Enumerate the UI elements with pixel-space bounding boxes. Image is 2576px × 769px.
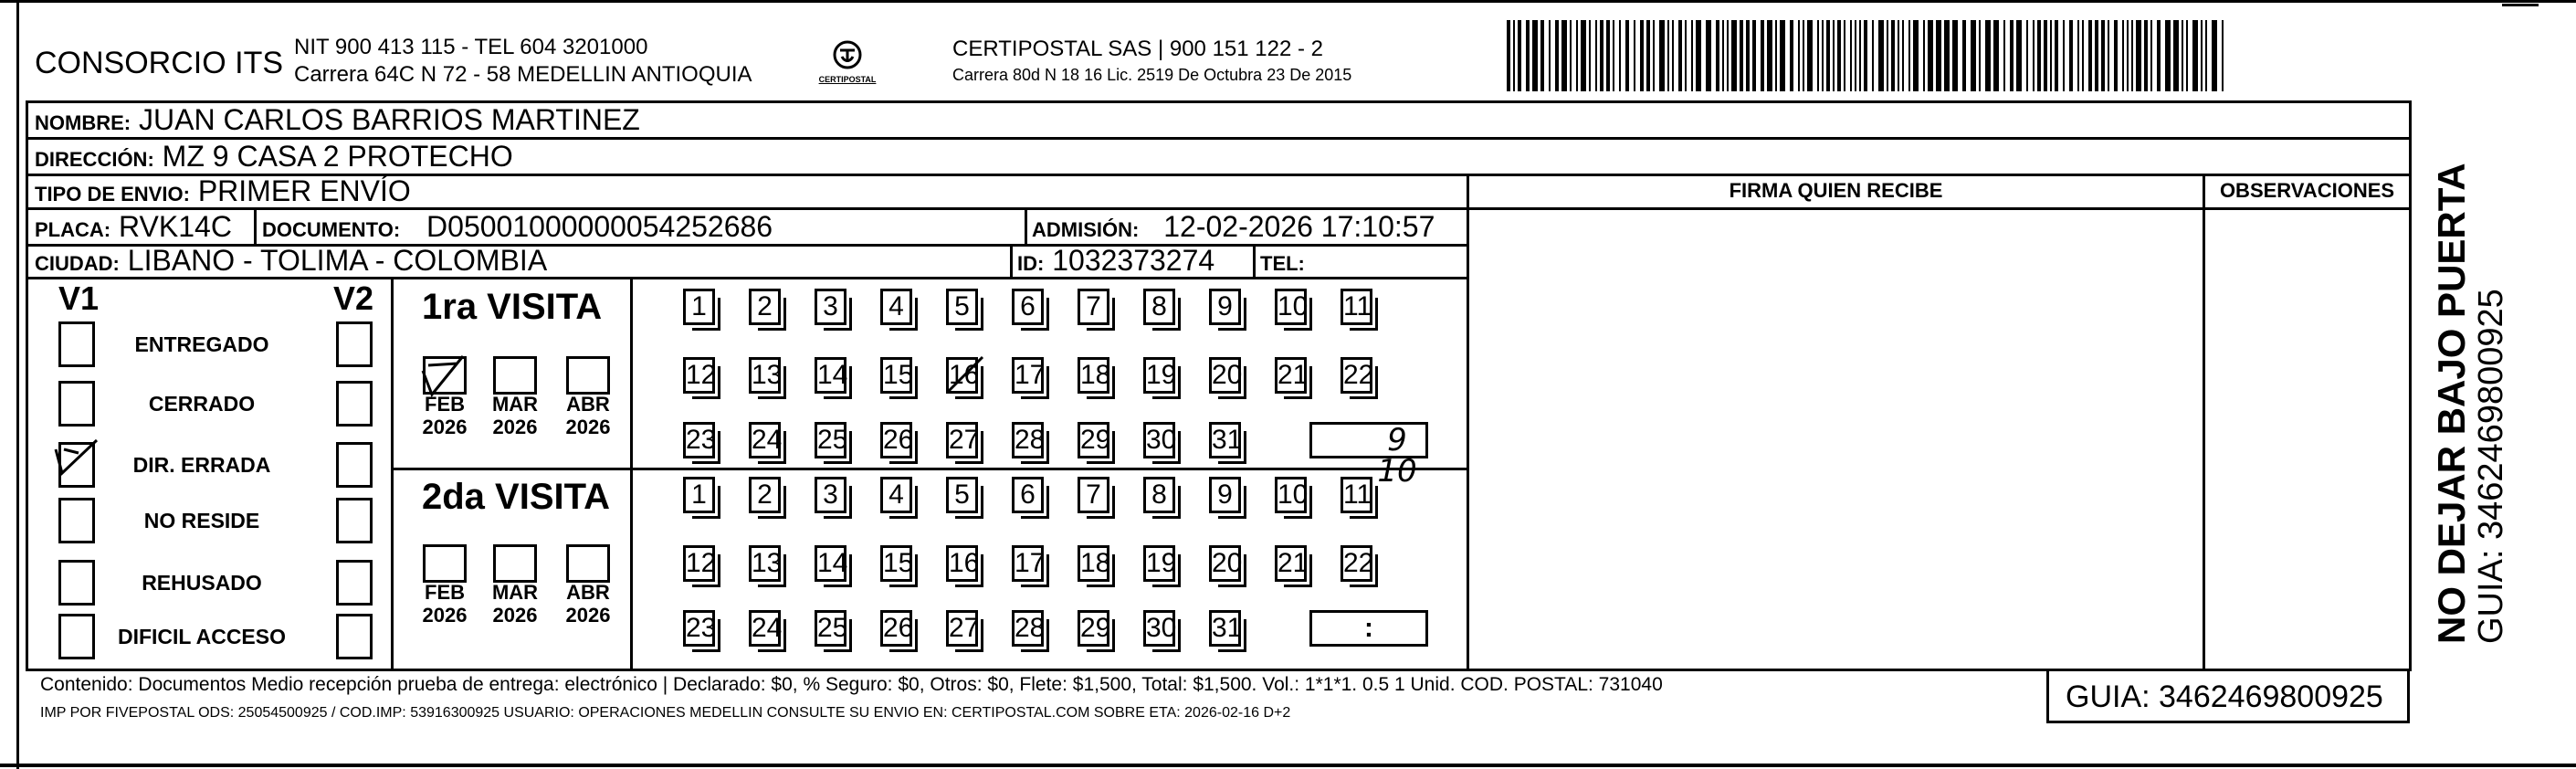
barcode-bar — [2186, 20, 2188, 91]
month-name: MAR — [491, 393, 539, 416]
barcode-bar — [1985, 20, 1991, 91]
barcode-bar — [1993, 20, 1999, 91]
barcode-bar — [2192, 20, 2198, 91]
barcode-bar — [1864, 20, 1867, 91]
day-box[interactable]: 15 — [880, 545, 912, 582]
documento-value: D05001000000054252686 — [426, 210, 773, 243]
barcode-bar — [2088, 20, 2092, 91]
day-box[interactable]: 22 — [1341, 357, 1372, 394]
day-box[interactable]: 11 — [1341, 477, 1372, 513]
day-box[interactable]: 16 — [946, 357, 978, 394]
status-label: DIR. ERRADA — [132, 453, 271, 477]
footer-contenido: Contenido: Documentos Medio recepción prueba de entrega: electrónico | Declarado: $0, % Seguro: $0, Otros: $0, Flete: $1,500, Total: $1,500. Vol.: 1*1*1. 0.5 1 Unid. COD. POSTAL: 731040 — [40, 674, 1663, 695]
month-year: 2026 — [492, 604, 538, 627]
month-checkbox[interactable] — [493, 356, 537, 395]
day-box[interactable]: 9 — [1209, 289, 1241, 325]
month-checkbox[interactable] — [493, 544, 537, 583]
barcode-bar — [1944, 20, 1950, 91]
day-box[interactable]: 28 — [1012, 422, 1044, 458]
footer-imp: IMP POR FIVEPOSTAL ODS: 25054500925 / COD.IMP: 53916300925 USUARIO: OPERACIONES MEDELLIN CONSULTE SU ENVIO EN: CERTIPOSTAL.COM SOBRE ETA: 2026-02-16 D+2 — [40, 705, 1291, 721]
day-box[interactable]: 2 — [749, 289, 781, 325]
barcode-bar — [2127, 20, 2129, 91]
v2-header: V2 — [333, 279, 374, 317]
month-name: ABR — [566, 581, 610, 604]
handwritten-check-mark — [419, 347, 474, 402]
barcode-bar — [1667, 20, 1669, 91]
v1-checkbox[interactable] — [58, 381, 95, 427]
barcode-bar — [1722, 20, 1724, 91]
barcode-bar — [1634, 20, 1635, 91]
day-box[interactable]: 18 — [1078, 357, 1109, 394]
barcode-bar — [1775, 20, 1777, 91]
barcode-bar — [2010, 20, 2013, 91]
month-name: ABR — [566, 393, 610, 416]
day-box[interactable]: 26 — [880, 422, 912, 458]
day-box[interactable]: 8 — [1143, 289, 1175, 325]
barcode-bar — [1646, 20, 1650, 91]
day-box[interactable]: 14 — [815, 357, 846, 394]
barcode-bar — [1979, 20, 1981, 91]
documento-row — [262, 209, 773, 248]
v2-checkbox[interactable] — [336, 321, 373, 367]
day-box[interactable]: 15 — [880, 357, 912, 394]
month-year: 2026 — [565, 416, 611, 438]
day-box[interactable]: 29 — [1078, 422, 1109, 458]
day-box[interactable]: 12 — [683, 357, 715, 394]
time-separator: : — [1364, 613, 1373, 643]
nombre-row — [35, 102, 640, 141]
barcode-bar — [1898, 20, 1899, 91]
ciudad-label: CIUDAD: — [35, 252, 120, 275]
barcode-bar — [2033, 20, 2035, 91]
direccion-label: DIRECCIÓN: — [35, 148, 154, 171]
barcode-bar — [1767, 20, 1772, 91]
barcode-bar — [2063, 20, 2065, 91]
day-box[interactable]: 30 — [1143, 422, 1175, 458]
day-box[interactable]: 23 — [683, 422, 715, 458]
day-box[interactable]: 23 — [683, 610, 715, 647]
barcode-bar — [2144, 20, 2148, 91]
day-box[interactable]: 29 — [1078, 610, 1109, 647]
barcode-bar — [1780, 20, 1785, 91]
status-label: DIFICIL ACCESO — [117, 625, 286, 648]
barcode-bar — [1844, 20, 1845, 91]
day-box[interactable]: 1 — [683, 477, 715, 513]
barcode-bar — [1923, 20, 1925, 91]
direccion-row — [35, 139, 513, 177]
barcode-bar — [2055, 20, 2058, 91]
barcode-bar — [1913, 20, 1919, 91]
barcode-bar — [1855, 20, 1856, 91]
id-label: ID: — [1017, 252, 1045, 275]
barcode-bar — [1513, 20, 1515, 91]
tipo-row — [35, 174, 411, 212]
day-box[interactable]: 13 — [749, 545, 781, 582]
barcode-bar — [1850, 20, 1852, 91]
month-year: 2026 — [422, 604, 468, 627]
time-box[interactable] — [1309, 422, 1428, 490]
barcode-bar — [1928, 20, 1933, 91]
month-label — [561, 581, 615, 627]
month-label — [488, 393, 542, 438]
tipo-label: TIPO DE ENVIO: — [35, 183, 190, 205]
status-label: CERRADO — [148, 392, 256, 416]
day-box[interactable]: 25 — [815, 422, 846, 458]
barcode-bar — [1625, 20, 1629, 91]
month-checkbox[interactable] — [566, 356, 610, 395]
handwritten-time: 9 10 — [1377, 422, 1417, 490]
barcode-bar — [2003, 20, 2005, 91]
barcode-bar — [1833, 20, 1835, 91]
barcode-bar — [2205, 20, 2207, 91]
month-checkbox[interactable] — [566, 544, 610, 583]
barcode-bar — [1936, 20, 1941, 91]
barcode-bar — [2114, 20, 2118, 91]
day-box[interactable]: 20 — [1209, 357, 1241, 394]
month-label — [488, 581, 542, 627]
v1-checkbox[interactable] — [58, 614, 95, 659]
v2-checkbox[interactable] — [336, 381, 373, 427]
barcode-bar — [2069, 20, 2073, 91]
barcode-bar — [1570, 20, 1572, 91]
barcode-bar — [2157, 20, 2161, 91]
barcode-bar — [1619, 20, 1621, 91]
day-box[interactable]: 18 — [1078, 545, 1109, 582]
placa-label: PLACA: — [35, 218, 111, 241]
company-nit: NIT 900 413 115 - TEL 604 3201000 — [294, 35, 648, 59]
day-box[interactable]: 10 — [1275, 289, 1307, 325]
day-box[interactable]: 19 — [1143, 545, 1175, 582]
barcode-bar — [1878, 20, 1884, 91]
day-box[interactable]: 5 — [946, 289, 978, 325]
barcode — [1505, 20, 2228, 91]
barcode-bar — [1640, 20, 1644, 91]
barcode-bar — [2222, 20, 2224, 91]
day-box[interactable]: 3 — [815, 477, 846, 513]
barcode-bar — [2201, 20, 2203, 91]
barcode-bar — [1706, 20, 1711, 91]
barcode-bar — [1817, 20, 1819, 91]
barcode-bar — [1822, 20, 1824, 91]
barcode-bar — [2044, 20, 2047, 91]
month-year: 2026 — [565, 604, 611, 627]
day-box[interactable]: 6 — [1012, 289, 1044, 325]
documento-label: DOCUMENTO: — [262, 218, 401, 241]
day-box[interactable]: 27 — [946, 610, 978, 647]
day-box[interactable]: 31 — [1209, 610, 1241, 647]
barcode-bar — [2016, 20, 2022, 91]
barcode-bar — [1859, 20, 1861, 91]
barcode-bar — [1752, 20, 1756, 91]
day-box[interactable]: 17 — [1012, 357, 1044, 394]
barcode-bar — [1908, 20, 1910, 91]
day-box[interactable]: 28 — [1012, 610, 1044, 647]
v2-checkbox[interactable] — [336, 442, 373, 488]
barcode-bar — [1518, 20, 1521, 91]
day-box[interactable]: 24 — [749, 610, 781, 647]
company-address: Carrera 64C N 72 - 58 MEDELLIN ANTIOQUIA — [294, 62, 752, 87]
day-box[interactable]: 6 — [1012, 477, 1044, 513]
handwritten-check-mark — [51, 433, 106, 488]
barcode-bar — [1826, 20, 1830, 91]
id-row — [1017, 243, 1214, 281]
status-label: ENTREGADO — [134, 332, 269, 356]
certipostal-line: CERTIPOSTAL SAS | 900 151 122 - 2 — [952, 37, 1323, 61]
day-box[interactable]: 20 — [1209, 545, 1241, 582]
barcode-bar — [1952, 20, 1958, 91]
day-box[interactable]: 31 — [1209, 422, 1241, 458]
v1-checkbox[interactable] — [58, 498, 95, 543]
no-dejar-warning: NO DEJAR BAJO PUERTA — [2430, 163, 2473, 644]
day-box[interactable]: 19 — [1143, 357, 1175, 394]
barcode-bar — [2101, 20, 2105, 91]
barcode-bar — [1555, 20, 1559, 91]
visit-2-title: 2da VISITA — [422, 477, 610, 517]
barcode-bar — [2050, 20, 2052, 91]
barcode-bar — [1837, 20, 1841, 91]
month-name: FEB — [425, 393, 465, 416]
barcode-bar — [2136, 20, 2141, 91]
barcode-bar — [1872, 20, 1874, 91]
direccion-value: MZ 9 CASA 2 PROTECHO — [162, 140, 513, 173]
visit-1-title: 1ra VISITA — [422, 287, 603, 327]
day-box[interactable]: 4 — [880, 289, 912, 325]
day-box[interactable]: 10 — [1275, 477, 1307, 513]
barcode-bar — [1595, 20, 1597, 91]
barcode-bar — [2095, 20, 2098, 91]
day-box[interactable]: 25 — [815, 610, 846, 647]
day-box[interactable]: 12 — [683, 545, 715, 582]
day-box[interactable]: 21 — [1275, 545, 1307, 582]
barcode-bar — [1727, 20, 1729, 91]
barcode-bar — [2150, 20, 2152, 91]
barcode-bar — [1576, 20, 1578, 91]
barcode-bar — [1678, 20, 1682, 91]
barcode-bar — [1761, 20, 1764, 91]
barcode-bar — [1971, 20, 1976, 91]
barcode-bar — [1731, 20, 1737, 91]
barcode-bar — [1672, 20, 1674, 91]
v1-checkbox[interactable] — [58, 560, 95, 606]
month-year: 2026 — [492, 416, 538, 438]
barcode-bar — [1716, 20, 1719, 91]
ciudad-value: LIBANO - TOLIMA - COLOMBIA — [127, 244, 548, 277]
barcode-bar — [1600, 20, 1603, 91]
certipostal-logo — [815, 35, 879, 90]
nombre-value: JUAN CARLOS BARRIOS MARTINEZ — [139, 103, 640, 136]
barcode-bar — [1746, 20, 1750, 91]
v1-header: V1 — [58, 279, 100, 317]
side-guia: GUIA: 3462469800925 — [2472, 289, 2510, 644]
tipo-value: PRIMER ENVÍO — [197, 174, 411, 207]
day-box[interactable]: 11 — [1341, 289, 1372, 325]
barcode-bar — [2182, 20, 2183, 91]
barcode-bar — [2077, 20, 2079, 91]
barcode-bar — [1798, 20, 1800, 91]
barcode-bar — [1790, 20, 1793, 91]
placa-value: RVK14C — [119, 210, 232, 243]
day-box[interactable]: 26 — [880, 610, 912, 647]
day-box[interactable]: 21 — [1275, 357, 1307, 394]
day-box[interactable]: 17 — [1012, 545, 1044, 582]
barcode-bar — [1532, 20, 1538, 91]
day-box[interactable]: 7 — [1078, 477, 1109, 513]
barcode-bar — [2173, 20, 2179, 91]
handwritten-strike-mark — [942, 352, 988, 397]
barcode-bar — [2131, 20, 2133, 91]
day-box[interactable]: 16 — [946, 545, 978, 582]
v2-checkbox[interactable] — [336, 560, 373, 606]
day-box[interactable]: 7 — [1078, 289, 1109, 325]
month-label — [561, 393, 615, 438]
barcode-bar — [1691, 20, 1693, 91]
month-checkbox[interactable] — [423, 544, 467, 583]
day-box[interactable]: 1 — [683, 289, 715, 325]
barcode-bar — [1685, 20, 1687, 91]
day-box[interactable]: 8 — [1143, 477, 1175, 513]
barcode-bar — [2108, 20, 2109, 91]
side-panel — [2412, 100, 2576, 669]
time-box[interactable] — [1309, 610, 1428, 647]
barcode-bar — [1653, 20, 1655, 91]
tel-row — [1260, 243, 1305, 281]
barcode-bar — [1526, 20, 1530, 91]
barcode-bar — [2026, 20, 2028, 91]
day-box[interactable]: 3 — [815, 289, 846, 325]
status-label: NO RESIDE — [143, 509, 260, 532]
day-box[interactable]: 4 — [880, 477, 912, 513]
barcode-bar — [1659, 20, 1665, 91]
nombre-label: NOMBRE: — [35, 111, 131, 134]
barcode-bar — [1507, 20, 1510, 91]
logo-caption: CERTIPOSTAL — [818, 75, 877, 84]
footer-guia-box: GUIA: 3462469800925 — [2066, 679, 2383, 714]
barcode-bar — [1803, 20, 1804, 91]
day-box[interactable]: 9 — [1209, 477, 1241, 513]
day-box[interactable]: 13 — [749, 357, 781, 394]
day-box[interactable]: 30 — [1143, 610, 1175, 647]
id-value: 1032373274 — [1052, 244, 1215, 277]
barcode-bar — [2037, 20, 2041, 91]
month-name: FEB — [425, 581, 465, 604]
v1-checkbox[interactable] — [58, 321, 95, 367]
placa-row — [35, 209, 232, 248]
company-name: CONSORCIO ITS — [35, 46, 284, 80]
barcode-bar — [1902, 20, 1904, 91]
barcode-bar — [2122, 20, 2124, 91]
observaciones-header: OBSERVACIONES — [2219, 179, 2395, 202]
barcode-bar — [1606, 20, 1610, 91]
barcode-bar — [1589, 20, 1591, 91]
day-box[interactable]: 22 — [1341, 545, 1372, 582]
v2-checkbox[interactable] — [336, 614, 373, 659]
barcode-bar — [1540, 20, 1544, 91]
day-box[interactable]: 14 — [815, 545, 846, 582]
certipostal-address: Carrera 80d N 18 16 Lic. 2519 De Octubra 23 De 2015 — [952, 66, 1352, 84]
month-year: 2026 — [422, 416, 468, 438]
barcode-bar — [1581, 20, 1586, 91]
admision-row — [1032, 209, 1435, 248]
admision-label: ADMISIÓN: — [1032, 218, 1140, 241]
month-name: MAR — [491, 581, 539, 604]
barcode-bar — [1887, 20, 1888, 91]
day-box[interactable]: 24 — [749, 422, 781, 458]
barcode-bar — [1696, 20, 1701, 91]
day-box[interactable]: 2 — [749, 477, 781, 513]
barcode-bar — [2082, 20, 2084, 91]
barcode-bar — [1891, 20, 1895, 91]
barcode-bar — [1549, 20, 1551, 91]
barcode-bar — [1740, 20, 1743, 91]
month-label — [417, 581, 472, 627]
tel-label: TEL: — [1260, 252, 1305, 275]
status-label: REHUSADO — [142, 571, 262, 595]
barcode-bar — [2212, 20, 2217, 91]
v2-checkbox[interactable] — [336, 498, 373, 543]
firma-header: FIRMA QUIEN RECIBE — [1729, 179, 1943, 202]
barcode-bar — [1807, 20, 1813, 91]
day-box[interactable]: 5 — [946, 477, 978, 513]
barcode-bar — [1561, 20, 1567, 91]
barcode-bar — [1613, 20, 1614, 91]
day-box[interactable]: 27 — [946, 422, 978, 458]
ciudad-row — [35, 243, 547, 281]
barcode-bar — [1962, 20, 1966, 91]
admision-value: 12-02-2026 17:10:57 — [1163, 210, 1435, 243]
document-header — [0, 0, 2576, 100]
barcode-bar — [2165, 20, 2171, 91]
